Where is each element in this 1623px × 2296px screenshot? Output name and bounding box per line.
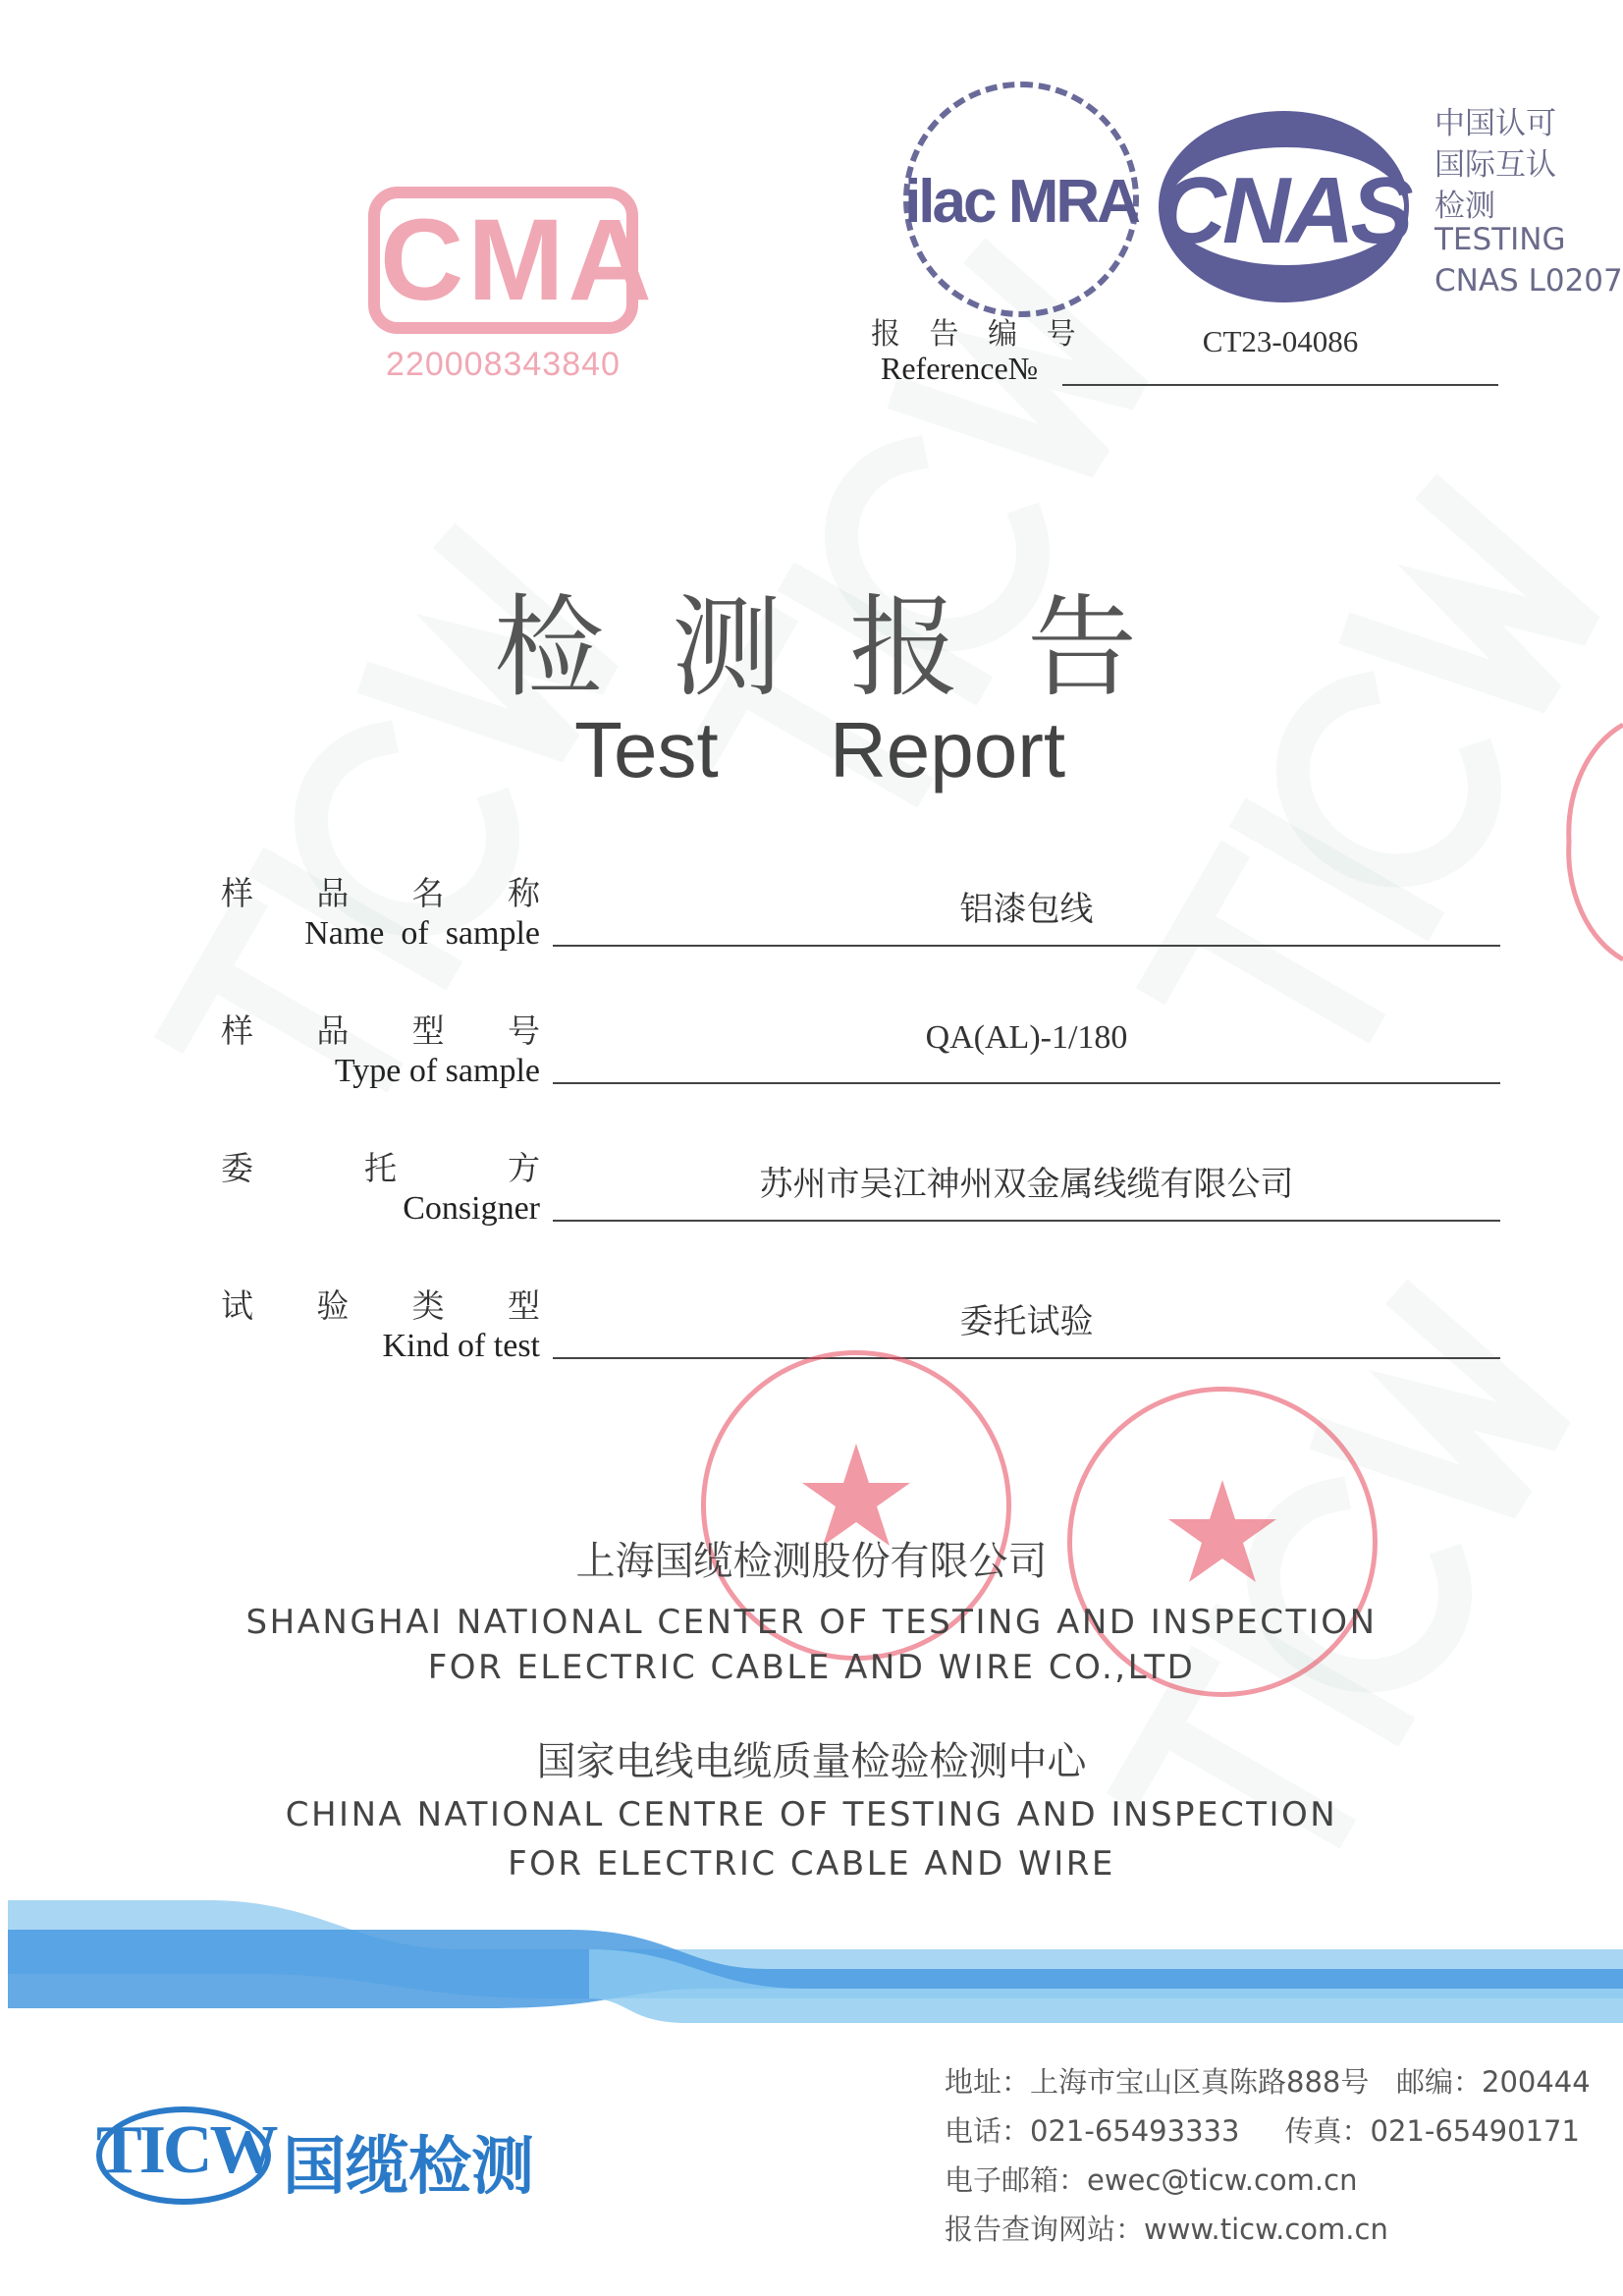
field-label-en: Kind of test [382, 1328, 540, 1364]
ticw-logo-mark: TICW [96, 2112, 276, 2188]
field-label-cn: 试 验 类 型 [221, 1286, 540, 1325]
reference-underline [1062, 384, 1498, 386]
title-en-report: Report [830, 706, 1066, 793]
field-value: 苏州市吴江神州双金属线缆有限公司 [759, 1165, 1294, 1204]
company-2-name-en-2: FOR ELECTRIC CABLE AND WIRE [508, 1844, 1115, 1884]
reference-number: CT23-04086 [1202, 324, 1359, 358]
contact-email: 电子邮箱：ewec@ticw.com.cn [945, 2163, 1358, 2197]
accreditation-line: 中国认可 [1434, 106, 1556, 141]
field-value: 铝漆包线 [959, 890, 1094, 929]
field-value: QA(AL)-1/180 [925, 1019, 1128, 1056]
field-label-en: Name of sample [304, 915, 540, 952]
company-1-name-en-2: FOR ELECTRIC CABLE AND WIRE CO.,LTD [427, 1648, 1196, 1687]
title-en-test: Test [574, 706, 719, 793]
accreditation-line: TESTING [1434, 222, 1566, 257]
field-underline [553, 945, 1500, 947]
decorative-wave-band [0, 1890, 1623, 2038]
accreditation-line: 国际互认 [1434, 147, 1556, 183]
accreditation-line: 检测 [1434, 189, 1495, 224]
field-underline [553, 1220, 1500, 1222]
company-2-name-cn: 国家电线电缆质量检验检测中心 [536, 1739, 1087, 1784]
contact-website: 报告查询网站：www.ticw.com.cn [945, 2213, 1388, 2246]
company-1-name-en-1: SHANGHAI NATIONAL CENTER OF TESTING AND INSPECTION [245, 1603, 1378, 1642]
cnas-logo-text: CNAS [1158, 158, 1410, 263]
cma-logo: CMA [368, 187, 638, 334]
field-label-en: Consigner [403, 1190, 540, 1227]
ilac-mra-text: ilac MRA [904, 168, 1138, 236]
field-label-cn: 样 品 名 称 [221, 874, 540, 912]
contact-phone-fax: 电话：021-65493333 传真：021-65490171 [945, 2114, 1580, 2148]
reference-label-cn: 报 告 编 号 [871, 317, 1086, 352]
cma-number: 220008343840 [386, 346, 621, 383]
ticw-logo-name: 国缆检测 [283, 2131, 534, 2204]
partial-seal-stamp [1564, 722, 1623, 962]
field-underline [553, 1082, 1500, 1084]
field-label-cn: 样 品 型 号 [221, 1011, 540, 1050]
field-underline [553, 1357, 1500, 1359]
title-cn: 检测报告 [494, 584, 1205, 712]
field-label-en: Type of sample [334, 1053, 540, 1089]
company-2-name-en-1: CHINA NATIONAL CENTRE OF TESTING AND INSPECTION [285, 1795, 1338, 1834]
accreditation-line: CNAS L0207 [1434, 263, 1623, 299]
field-label-cn: 委 托 方 [221, 1149, 540, 1187]
contact-address: 地址：上海市宝山区真陈路888号 邮编：200444 [945, 2065, 1591, 2099]
company-1-name-cn: 上海国缆检测股份有限公司 [575, 1539, 1048, 1584]
reference-label-en: Reference№ [881, 351, 1039, 386]
field-value: 委托试验 [959, 1302, 1094, 1341]
